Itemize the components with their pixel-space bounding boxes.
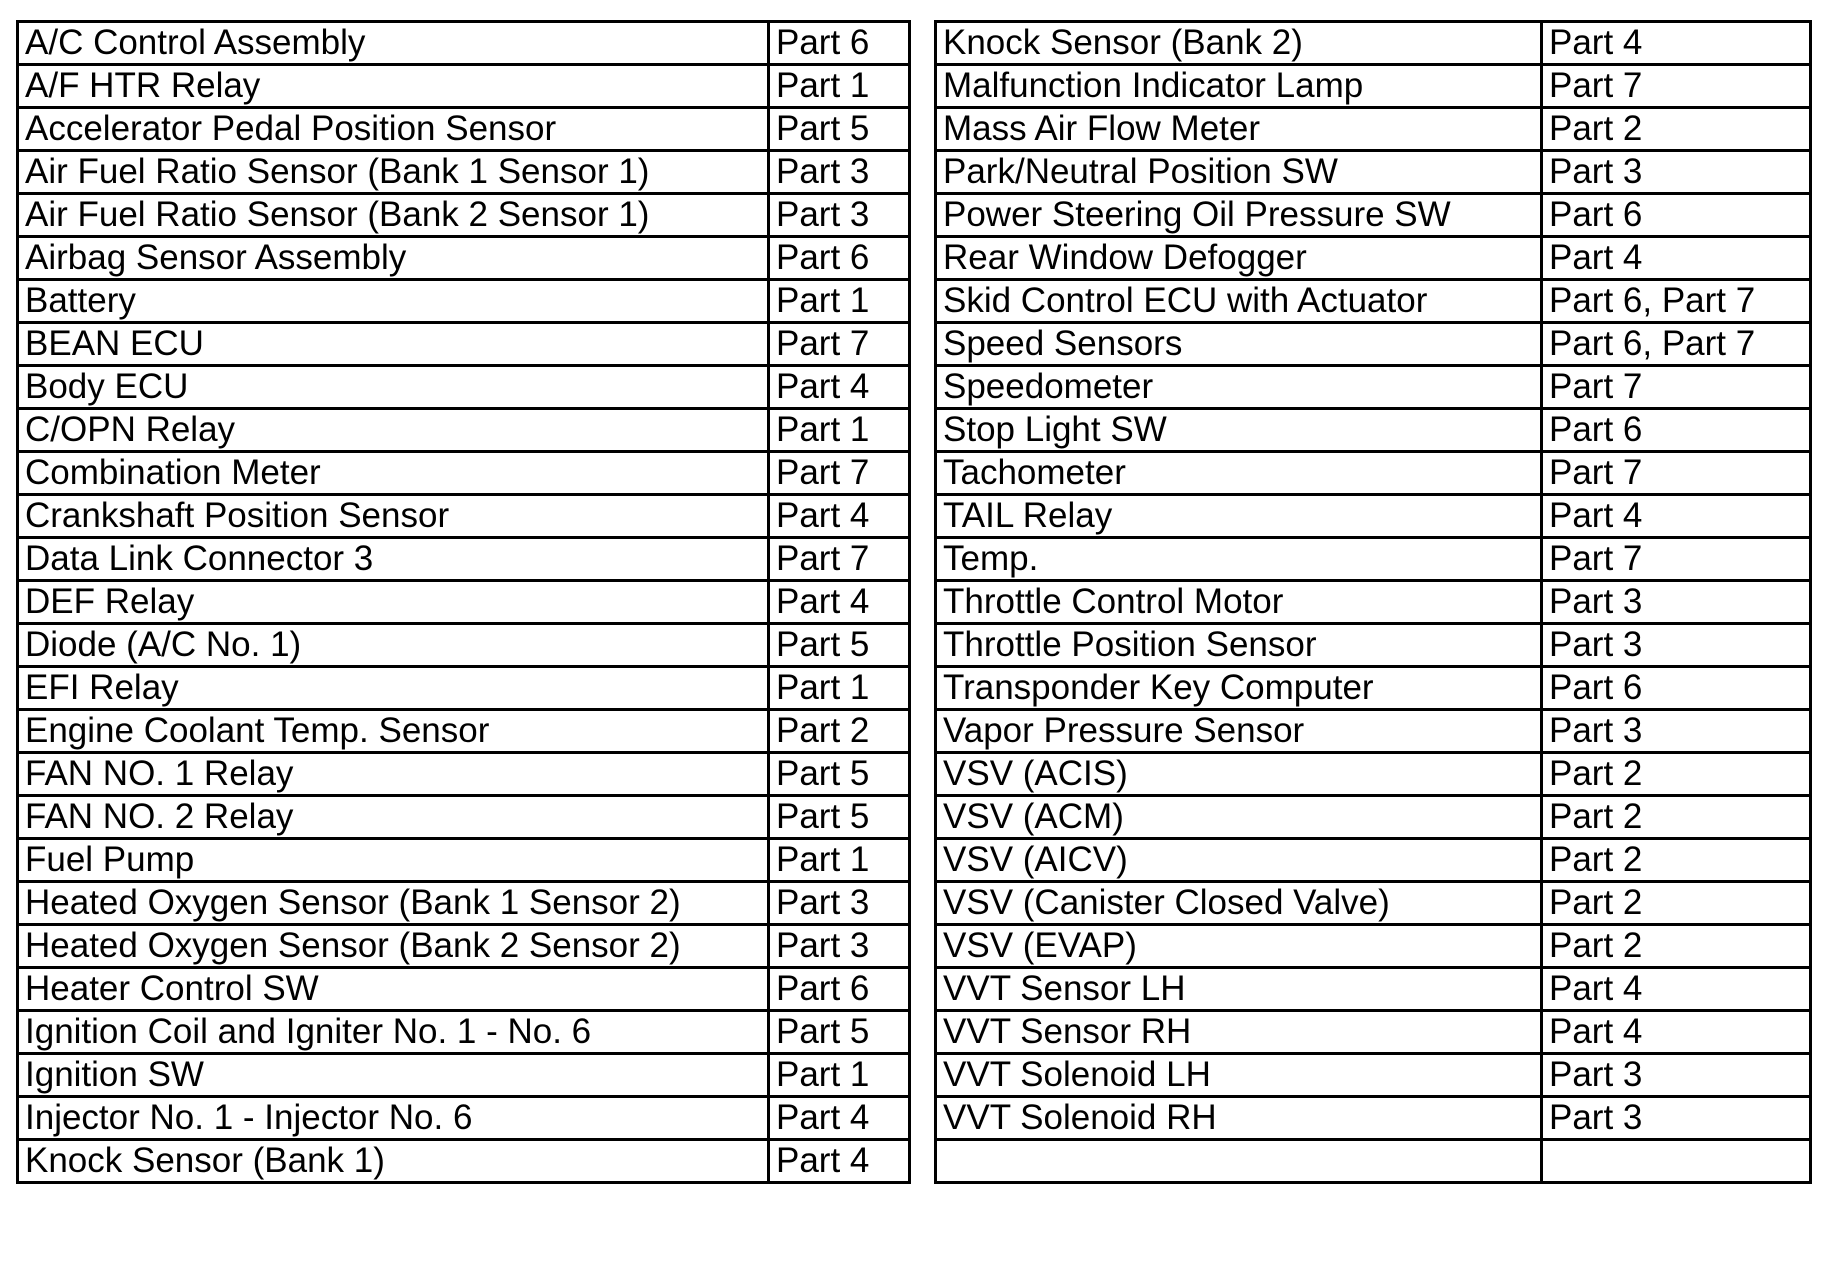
table-row — [936, 237, 1811, 280]
part-reference-cell: Part 2 — [1542, 108, 1811, 151]
part-reference-cell: Part 4 — [1542, 22, 1811, 65]
table-row — [18, 1054, 910, 1097]
table-row — [18, 968, 910, 1011]
table-row — [936, 667, 1811, 710]
component-name-cell: Throttle Control Motor — [936, 581, 1542, 624]
part-reference-cell: Part 4 — [769, 1140, 910, 1183]
table-row — [936, 710, 1811, 753]
part-reference-cell: Part 7 — [1542, 366, 1811, 409]
component-name-cell: Heated Oxygen Sensor (Bank 2 Sensor 2) — [18, 925, 769, 968]
part-reference-cell: Part 7 — [769, 538, 910, 581]
table-row — [18, 667, 910, 710]
table-row — [936, 796, 1811, 839]
table-row — [18, 495, 910, 538]
table-row — [936, 1097, 1811, 1140]
component-name-cell: Battery — [18, 280, 769, 323]
part-reference-cell: Part 6 — [769, 237, 910, 280]
part-reference-cell: Part 5 — [769, 1011, 910, 1054]
table-row — [936, 753, 1811, 796]
component-name-cell: Accelerator Pedal Position Sensor — [18, 108, 769, 151]
table-row — [18, 237, 910, 280]
part-reference-cell: Part 3 — [769, 151, 910, 194]
component-name-cell: VSV (ACIS) — [936, 753, 1542, 796]
table-row — [936, 452, 1811, 495]
part-reference-cell: Part 2 — [1542, 882, 1811, 925]
component-name-cell: Malfunction Indicator Lamp — [936, 65, 1542, 108]
table-body-left — [18, 22, 910, 1183]
table-row — [936, 839, 1811, 882]
table-row — [936, 495, 1811, 538]
component-name-cell: Data Link Connector 3 — [18, 538, 769, 581]
component-name-cell: Engine Coolant Temp. Sensor — [18, 710, 769, 753]
component-name-cell: TAIL Relay — [936, 495, 1542, 538]
part-reference-cell: Part 6, Part 7 — [1542, 323, 1811, 366]
table-row — [18, 323, 910, 366]
component-name-cell: Fuel Pump — [18, 839, 769, 882]
component-name-cell: Vapor Pressure Sensor — [936, 710, 1542, 753]
component-name-cell: VVT Sensor LH — [936, 968, 1542, 1011]
part-reference-cell: Part 5 — [769, 796, 910, 839]
component-name-cell: Injector No. 1 - Injector No. 6 — [18, 1097, 769, 1140]
component-index-table-left — [16, 20, 911, 1184]
part-reference-cell: Part 6 — [1542, 194, 1811, 237]
part-reference-cell: Part 4 — [1542, 495, 1811, 538]
part-reference-cell: Part 3 — [1542, 1097, 1811, 1140]
table-row — [18, 839, 910, 882]
table-row — [18, 1140, 910, 1183]
component-name-cell: VSV (Canister Closed Valve) — [936, 882, 1542, 925]
part-reference-cell: Part 2 — [1542, 796, 1811, 839]
component-name-cell: VSV (ACM) — [936, 796, 1542, 839]
table-row — [18, 882, 910, 925]
component-name-cell: Diode (A/C No. 1) — [18, 624, 769, 667]
component-name-cell: A/F HTR Relay — [18, 65, 769, 108]
part-reference-cell: Part 6, Part 7 — [1542, 280, 1811, 323]
component-name-cell: Heated Oxygen Sensor (Bank 1 Sensor 2) — [18, 882, 769, 925]
component-name-cell: Combination Meter — [18, 452, 769, 495]
part-reference-cell: Part 2 — [1542, 753, 1811, 796]
component-name-cell: Heater Control SW — [18, 968, 769, 1011]
component-name-cell: Skid Control ECU with Actuator — [936, 280, 1542, 323]
part-reference-cell: Part 5 — [769, 108, 910, 151]
component-name-cell: Air Fuel Ratio Sensor (Bank 2 Sensor 1) — [18, 194, 769, 237]
part-reference-cell: Part 3 — [1542, 1054, 1811, 1097]
table-row — [936, 366, 1811, 409]
table-row — [18, 22, 910, 65]
component-name-cell: Throttle Position Sensor — [936, 624, 1542, 667]
part-reference-cell: Part 6 — [769, 968, 910, 1011]
table-row — [18, 925, 910, 968]
table-row — [936, 323, 1811, 366]
part-reference-cell: Part 3 — [1542, 581, 1811, 624]
table-row — [936, 624, 1811, 667]
table-row — [936, 151, 1811, 194]
part-reference-cell: Part 3 — [1542, 151, 1811, 194]
part-reference-cell: Part 1 — [769, 1054, 910, 1097]
table-row — [936, 409, 1811, 452]
part-reference-cell: Part 3 — [769, 925, 910, 968]
part-reference-cell: Part 4 — [1542, 968, 1811, 1011]
table-row — [936, 1054, 1811, 1097]
component-name-cell: Ignition Coil and Igniter No. 1 - No. 6 — [18, 1011, 769, 1054]
component-name-cell: VVT Solenoid LH — [936, 1054, 1542, 1097]
component-name-cell: Speedometer — [936, 366, 1542, 409]
part-reference-cell: Part 1 — [769, 409, 910, 452]
part-reference-cell: Part 4 — [1542, 1011, 1811, 1054]
part-reference-cell: Part 1 — [769, 65, 910, 108]
table-row — [18, 65, 910, 108]
component-name-cell: Ignition SW — [18, 1054, 769, 1097]
component-name-cell: Speed Sensors — [936, 323, 1542, 366]
part-reference-cell: Part 4 — [769, 366, 910, 409]
table-row — [18, 452, 910, 495]
table-row — [936, 1140, 1811, 1183]
component-name-cell: A/C Control Assembly — [18, 22, 769, 65]
component-name-cell: Air Fuel Ratio Sensor (Bank 1 Sensor 1) — [18, 151, 769, 194]
part-reference-cell: Part 4 — [769, 581, 910, 624]
part-reference-cell: Part 6 — [1542, 409, 1811, 452]
table-row — [18, 194, 910, 237]
component-name-cell: Power Steering Oil Pressure SW — [936, 194, 1542, 237]
part-reference-cell: Part 7 — [1542, 65, 1811, 108]
part-reference-cell: Part 4 — [1542, 237, 1811, 280]
component-name-cell: Crankshaft Position Sensor — [18, 495, 769, 538]
table-row — [936, 882, 1811, 925]
table-row — [18, 710, 910, 753]
component-name-cell: VVT Sensor RH — [936, 1011, 1542, 1054]
component-name-cell: Knock Sensor (Bank 2) — [936, 22, 1542, 65]
component-name-cell: Temp. — [936, 538, 1542, 581]
part-reference-cell: Part 7 — [1542, 538, 1811, 581]
table-row — [936, 1011, 1811, 1054]
component-name-cell: VVT Solenoid RH — [936, 1097, 1542, 1140]
table-row — [18, 1011, 910, 1054]
table-row — [936, 108, 1811, 151]
table-row — [936, 22, 1811, 65]
part-reference-cell: Part 1 — [769, 280, 910, 323]
table-row — [18, 366, 910, 409]
component-name-cell: Body ECU — [18, 366, 769, 409]
component-name-cell: Park/Neutral Position SW — [936, 151, 1542, 194]
table-row — [936, 65, 1811, 108]
part-reference-cell: Part 7 — [769, 323, 910, 366]
part-reference-cell: Part 3 — [1542, 710, 1811, 753]
part-reference-cell: Part 1 — [769, 839, 910, 882]
table-row — [18, 796, 910, 839]
table-row — [936, 925, 1811, 968]
part-reference-cell: Part 3 — [769, 882, 910, 925]
component-index-table-right — [934, 20, 1812, 1184]
component-name-cell: FAN NO. 2 Relay — [18, 796, 769, 839]
component-name-cell: Rear Window Defogger — [936, 237, 1542, 280]
table-row — [936, 538, 1811, 581]
component-name-cell: Airbag Sensor Assembly — [18, 237, 769, 280]
table-row — [18, 108, 910, 151]
table-row — [936, 968, 1811, 1011]
part-reference-cell: Part 7 — [1542, 452, 1811, 495]
part-reference-cell: Part 7 — [769, 452, 910, 495]
table-row — [936, 581, 1811, 624]
part-reference-cell: Part 3 — [769, 194, 910, 237]
part-reference-cell: Part 4 — [769, 495, 910, 538]
table-body-right — [936, 22, 1811, 1183]
component-name-cell: Stop Light SW — [936, 409, 1542, 452]
component-name-cell: DEF Relay — [18, 581, 769, 624]
component-name-cell: Mass Air Flow Meter — [936, 108, 1542, 151]
part-reference-cell: Part 3 — [1542, 624, 1811, 667]
component-name-cell — [936, 1140, 1542, 1183]
part-reference-cell: Part 5 — [769, 624, 910, 667]
table-row — [18, 280, 910, 323]
table-row — [18, 409, 910, 452]
component-name-cell: VSV (AICV) — [936, 839, 1542, 882]
component-name-cell: Knock Sensor (Bank 1) — [18, 1140, 769, 1183]
component-name-cell: C/OPN Relay — [18, 409, 769, 452]
table-row — [18, 581, 910, 624]
component-name-cell: Transponder Key Computer — [936, 667, 1542, 710]
component-name-cell: VSV (EVAP) — [936, 925, 1542, 968]
part-reference-cell — [1542, 1140, 1811, 1183]
part-reference-cell: Part 4 — [769, 1097, 910, 1140]
part-reference-cell: Part 2 — [1542, 839, 1811, 882]
component-name-cell: Tachometer — [936, 452, 1542, 495]
table-row — [936, 280, 1811, 323]
table-row — [18, 151, 910, 194]
table-row — [18, 1097, 910, 1140]
part-reference-cell: Part 1 — [769, 667, 910, 710]
table-row — [936, 194, 1811, 237]
table-row — [18, 753, 910, 796]
table-row — [18, 624, 910, 667]
part-reference-cell: Part 2 — [769, 710, 910, 753]
part-reference-cell: Part 2 — [1542, 925, 1811, 968]
table-row — [18, 538, 910, 581]
component-name-cell: EFI Relay — [18, 667, 769, 710]
part-reference-cell: Part 6 — [1542, 667, 1811, 710]
part-reference-cell: Part 6 — [769, 22, 910, 65]
component-name-cell: FAN NO. 1 Relay — [18, 753, 769, 796]
component-name-cell: BEAN ECU — [18, 323, 769, 366]
part-reference-cell: Part 5 — [769, 753, 910, 796]
